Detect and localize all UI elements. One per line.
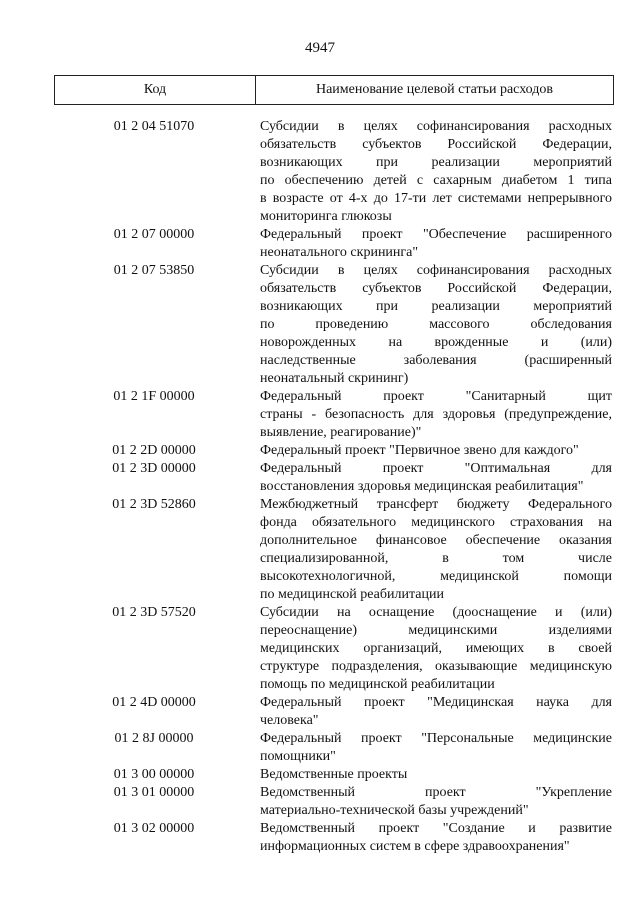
description-line: Субсидии на оснащение (дооснащение и (или)	[260, 605, 612, 620]
description-line: Федеральный проект "Первичное звено для каждого"	[260, 443, 579, 458]
description-line: помощь по медицинской реабилитации	[260, 677, 495, 692]
table-header	[54, 75, 614, 105]
description-line: восстановления здоровья медицинская реабилитация"	[260, 479, 584, 494]
row-description	[260, 766, 612, 784]
description-line: Ведомственный проект "Создание и развитие	[260, 821, 612, 836]
row-code: 01 2 4D 00000	[112, 695, 196, 710]
description-line: страны - безопасность для здоровья (предупреждение,	[260, 407, 612, 422]
description-line: помощники"	[260, 749, 336, 764]
row-code: 01 3 00 00000	[113, 767, 195, 782]
page-number: 4947	[305, 40, 335, 56]
table-row	[54, 766, 614, 784]
description-line: неонатального скрининга"	[260, 245, 419, 260]
description-line: обязательств субъектов Российской Федерации,	[260, 281, 612, 296]
description-line: мониторинга глюкозы	[260, 209, 392, 224]
row-description	[260, 226, 612, 262]
description-line: человека"	[260, 713, 319, 728]
table-row	[54, 694, 614, 730]
description-line: Межбюджетный трансферт бюджету Федерального	[260, 497, 612, 512]
row-code: 01 2 1F 00000	[113, 389, 195, 404]
description-line: Федеральный проект "Медицинская наука для	[260, 695, 612, 710]
description-line: неонатальный скрининг)	[260, 371, 409, 386]
row-code: 01 3 02 00000	[113, 821, 195, 836]
table-row	[54, 730, 614, 766]
row-code: 01 2 07 53850	[113, 263, 195, 278]
description-line: Федеральный проект "Санитарный щит	[260, 389, 612, 404]
description-line: Субсидии в целях софинансирования расходных	[260, 263, 612, 278]
description-line: Ведомственные проекты	[260, 767, 408, 782]
row-description	[260, 262, 612, 388]
description-line: по обеспечению детей с сахарным диабетом 1 типа	[260, 173, 612, 188]
table-row	[54, 496, 614, 604]
description-line: переоснащение) медицинскими изделиями	[260, 623, 612, 638]
description-line: возникающих при реализации мероприятий	[260, 155, 612, 170]
row-description	[260, 694, 612, 730]
row-description	[260, 388, 612, 442]
row-description	[260, 784, 612, 820]
header-code: Код	[55, 76, 256, 104]
row-code: 01 2 8J 00000	[114, 731, 194, 746]
row-description	[260, 442, 612, 460]
description-line: Федеральный проект "Персональные медицинские	[260, 731, 612, 746]
table-row	[54, 262, 614, 388]
description-line: новорожденных на врожденные и (или)	[260, 335, 612, 350]
header-name: Наименование целевой статьи расходов	[315, 82, 554, 97]
row-description	[260, 730, 612, 766]
row-description	[260, 820, 612, 856]
row-description	[260, 604, 612, 694]
description-line: медицинских организаций, имеющих в своей	[260, 641, 612, 656]
description-line: Федеральный проект "Обеспечение расширенного	[260, 227, 612, 242]
description-line: обязательств субъектов Российской Федерации,	[260, 137, 612, 152]
row-code: 01 2 07 00000	[113, 227, 195, 242]
description-line: Субсидии в целях софинансирования расходных	[260, 119, 612, 134]
table-row	[54, 118, 614, 226]
description-line: структуре подразделения, оказывающие медицинскую	[260, 659, 612, 674]
description-line: наследственные заболевания (расширенный	[260, 353, 612, 368]
row-code: 01 3 01 00000	[113, 785, 195, 800]
row-description	[260, 118, 612, 226]
table-body	[54, 118, 614, 856]
description-line: по медицинской реабилитации	[260, 587, 444, 602]
row-code: 01 2 2D 00000	[112, 443, 196, 458]
description-line: в возрасте от 4-х до 17-ти лет системами непрерывного	[260, 191, 612, 206]
table-row	[54, 388, 614, 442]
table-row	[54, 226, 614, 262]
description-line: возникающих при реализации мероприятий	[260, 299, 612, 314]
description-line: дополнительное финансовое обеспечение оказания	[260, 533, 612, 548]
description-line: Ведомственный проект "Укрепление	[260, 785, 612, 800]
table-row	[54, 784, 614, 820]
row-code: 01 2 3D 52860	[112, 497, 196, 512]
table-row	[54, 442, 614, 460]
table-row	[54, 460, 614, 496]
row-description	[260, 460, 612, 496]
description-line: фонда обязательного медицинского страхования на	[260, 515, 612, 530]
row-code: 01 2 3D 00000	[112, 461, 196, 476]
description-line: Федеральный проект "Оптимальная для	[260, 461, 612, 476]
description-line: высокотехнологичной, медицинской помощи	[260, 569, 612, 584]
description-line: специализированной, в том числе	[260, 551, 612, 566]
description-line: информационных систем в сфере здравоохранения"	[260, 839, 570, 854]
table-row	[54, 820, 614, 856]
row-code: 01 2 04 51070	[113, 119, 195, 134]
table-row	[54, 604, 614, 694]
description-line: по проведению массового обследования	[260, 317, 612, 332]
description-line: материально-технической базы учреждений"	[260, 803, 529, 818]
description-line: выявление, реагирование)"	[260, 425, 422, 440]
row-code: 01 2 3D 57520	[112, 605, 196, 620]
row-description	[260, 496, 612, 604]
